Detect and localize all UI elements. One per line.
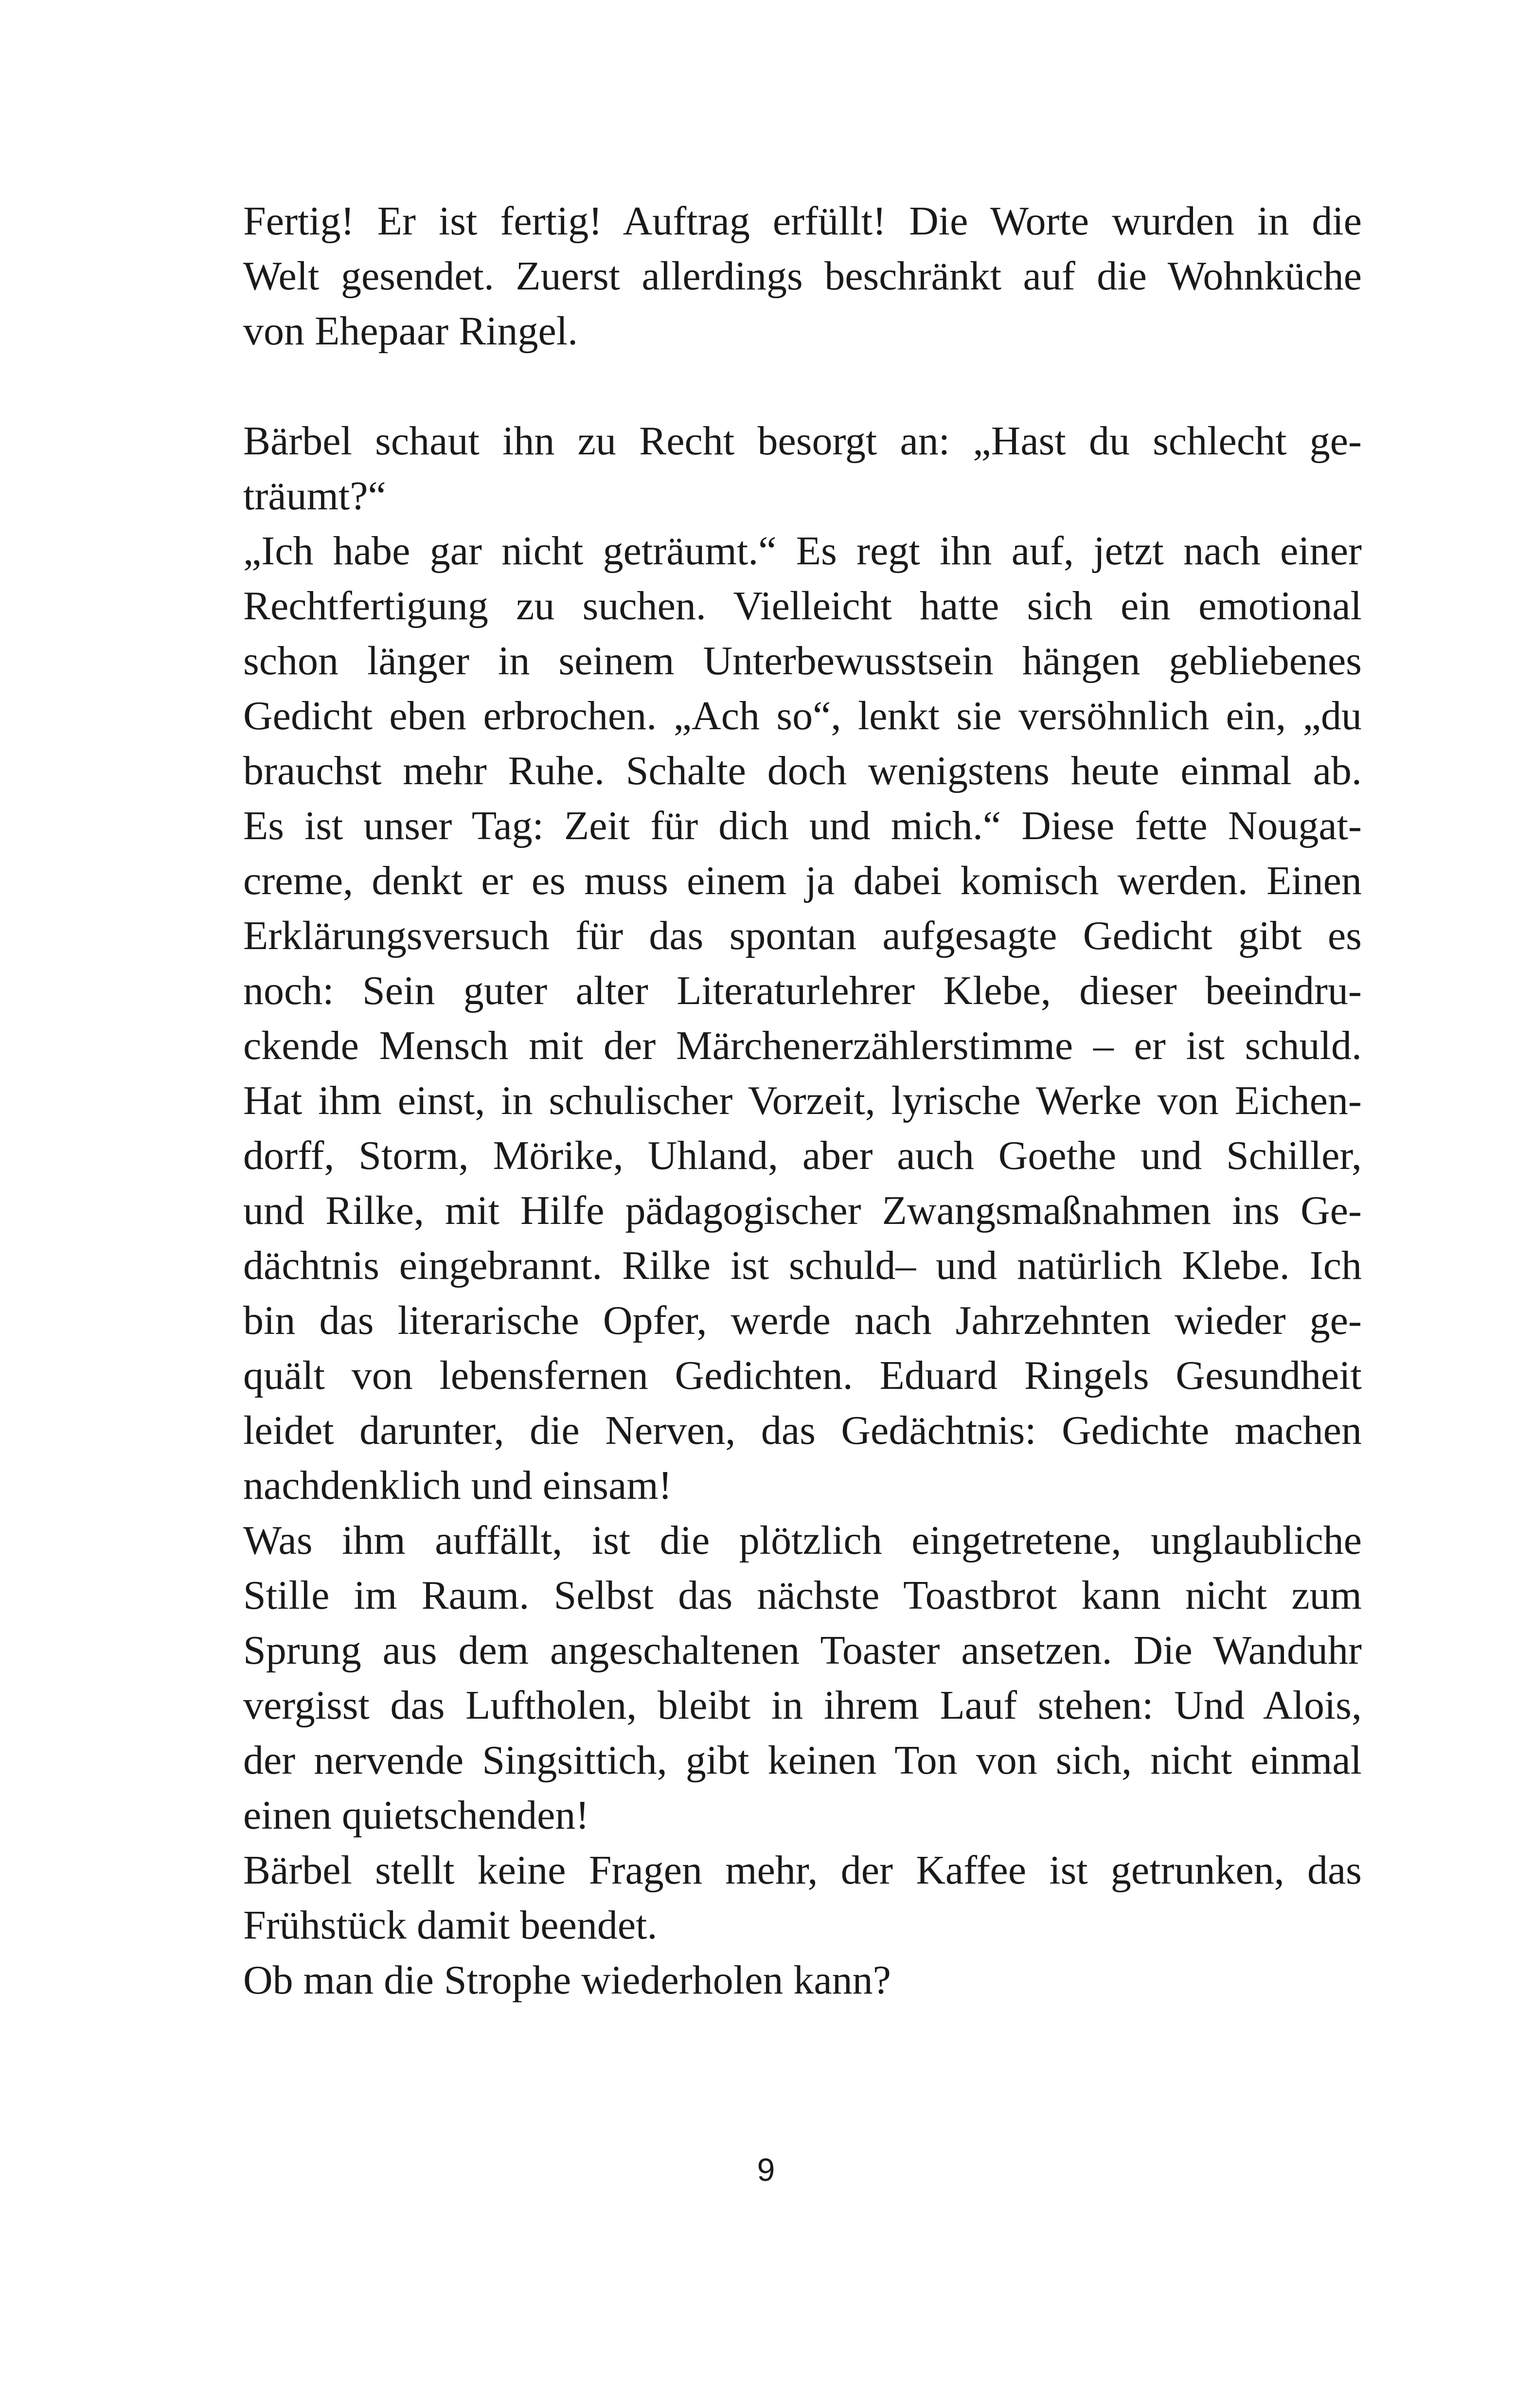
text-line: träumt?“ — [243, 473, 386, 519]
text-line: vergisst das Luftholen, bleibt in ihrem Lauf stehen: Und Alois, — [243, 1683, 1362, 1728]
text-line: Welt gesendet. Zuerst allerdings beschränkt auf die Wohnküche — [243, 253, 1362, 299]
text-line: quält von lebensfernen Gedichten. Eduard Ringels Gesundheit — [243, 1353, 1362, 1398]
text-line: und Rilke, mit Hilfe pädagogischer Zwangsmaßnahmen ins Ge- — [243, 1188, 1362, 1233]
text-line: Fertig! Er ist fertig! Auftrag erfüllt! Die Worte wurden in die — [243, 198, 1362, 244]
text-line: Hat ihm einst, in schulischer Vorzeit, lyrische Werke von Eichen- — [243, 1078, 1362, 1123]
text-line: Was ihm auffällt, ist die plötzlich eingetretene, unglaubliche — [243, 1518, 1362, 1563]
text-line: noch: Sein guter alter Literaturlehrer Klebe, dieser beeindru- — [243, 968, 1362, 1013]
text-line: Gedicht eben erbrochen. „Ach so“, lenkt sie versöhnlich ein, „du — [243, 693, 1362, 738]
text-line: dorff, Storm, Mörike, Uhland, aber auch Goethe und Schiller, — [243, 1133, 1362, 1178]
text-line: „Ich habe gar nicht geträumt.“ Es regt ihn auf, jetzt nach einer — [243, 528, 1362, 574]
text-line: Stille im Raum. Selbst das nächste Toastbrot kann nicht zum — [243, 1573, 1362, 1618]
text-line: Bärbel stellt keine Fragen mehr, der Kaffee ist getrunken, das — [243, 1848, 1362, 1893]
text-line: schon länger in seinem Unterbewusstsein hängen gebliebenes — [243, 638, 1362, 683]
body-text — [243, 194, 1362, 2008]
text-line: von Ehepaar Ringel. — [243, 308, 578, 354]
text-line: Frühstück damit beendet. — [243, 1903, 658, 1948]
text-line: nachdenklich und einsam! — [243, 1463, 672, 1508]
text-line: creme, denkt er es muss einem ja dabei komisch werden. Einen — [243, 858, 1362, 903]
text-line: brauchst mehr Ruhe. Schalte doch wenigstens heute einmal ab. — [243, 748, 1362, 793]
text-line: Es ist unser Tag: Zeit für dich und mich.“ Diese fette Nougat- — [243, 803, 1362, 848]
text-line: Erklärungsversuch für das spontan aufgesagte Gedicht gibt es — [243, 913, 1362, 958]
text-line: der nervende Singsittich, gibt keinen Ton von sich, nicht einmal — [243, 1738, 1362, 1783]
text-line: einen quietschenden! — [243, 1793, 589, 1838]
page-number: 9 — [757, 2152, 775, 2188]
text-line: Rechtfertigung zu suchen. Vielleicht hatte sich ein emotional — [243, 583, 1362, 629]
paragraph-gap — [243, 359, 1362, 413]
text-line: ckende Mensch mit der Märchenerzählerstimme – er ist schuld. — [243, 1023, 1362, 1068]
text-line: dächtnis eingebrannt. Rilke ist schuld– und natürlich Klebe. Ich — [243, 1243, 1362, 1288]
text-line: Sprung aus dem angeschaltenen Toaster ansetzen. Die Wanduhr — [243, 1628, 1362, 1673]
text-line: leidet darunter, die Nerven, das Gedächtnis: Gedichte machen — [243, 1408, 1362, 1453]
text-line: bin das literarische Opfer, werde nach Jahrzehnten wieder ge- — [243, 1298, 1362, 1343]
text-line: Ob man die Strophe wiederholen kann? — [243, 1958, 891, 2003]
text-line: Bärbel schaut ihn zu Recht besorgt an: „Hast du schlecht ge- — [243, 418, 1362, 464]
